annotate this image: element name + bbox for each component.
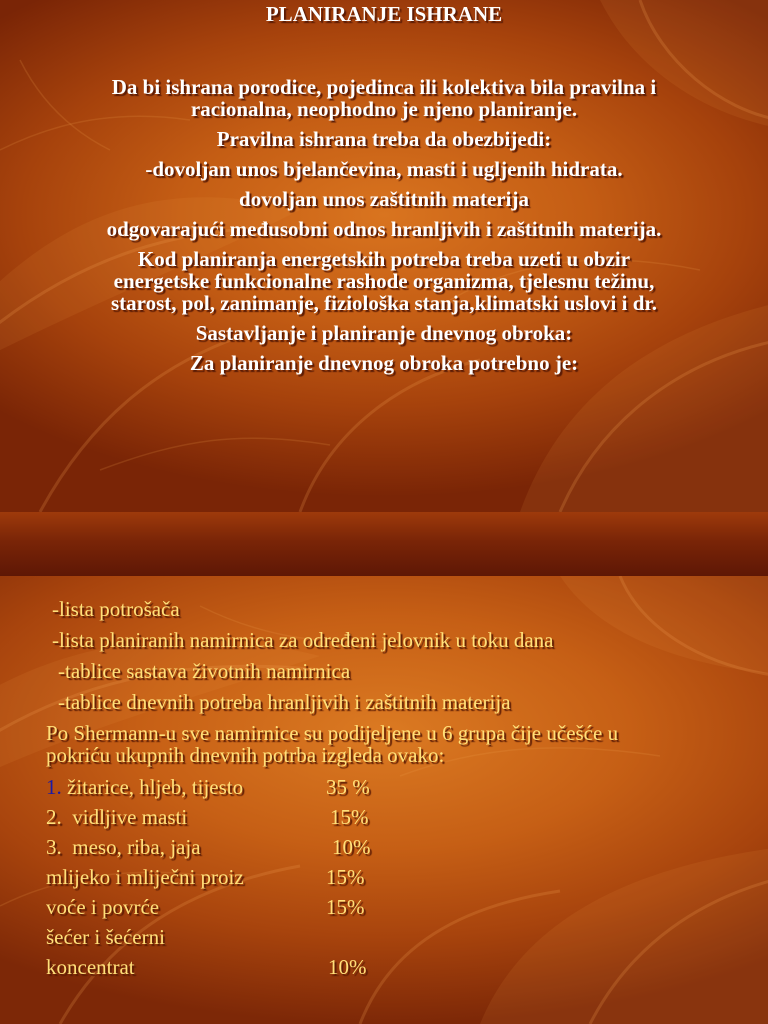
slide-1-text bbox=[90, 0, 678, 382]
group-name: žitarice, hljeb, tijesto bbox=[67, 775, 244, 799]
group-name: vidljive masti bbox=[72, 805, 188, 829]
group-number: 3. bbox=[46, 835, 62, 859]
group-number: 2. bbox=[46, 805, 62, 829]
food-group-row bbox=[46, 866, 726, 888]
slide-2-text bbox=[46, 598, 726, 986]
group-percent: 15% bbox=[326, 895, 365, 919]
group-name: meso, riba, jaja bbox=[72, 835, 201, 859]
list-item: -lista planiranih namirnica za određeni jelovnik u toku dana bbox=[52, 628, 554, 652]
food-group-row bbox=[46, 836, 726, 858]
group-name: mlijeko i mliječni proiz bbox=[46, 865, 244, 889]
slide-2 bbox=[0, 576, 768, 1024]
group-percent: 10% bbox=[328, 955, 367, 979]
food-group-row bbox=[46, 776, 726, 798]
food-group-row bbox=[46, 926, 726, 948]
slide-title: PLANIRANJE ISHRANE bbox=[265, 2, 503, 26]
paragraph: odgovarajući međusobni odnos hranljivih i zaštitnih materija. bbox=[106, 217, 662, 241]
list-item: -lista potrošača bbox=[52, 597, 180, 621]
paragraph: Pravilna ishrana treba da obezbijedi: bbox=[216, 127, 552, 151]
slide-separator bbox=[0, 512, 768, 576]
group-percent: 10% bbox=[332, 835, 371, 859]
food-group-row bbox=[46, 896, 726, 918]
paragraph: Da bi ishrana porodice, pojedinca ili kolektiva bila pravilna i racionalna, neophodno je njeno planiranje. bbox=[111, 75, 657, 121]
group-percent: 35 % bbox=[326, 775, 370, 799]
paragraph: Za planiranje dnevnog obroka potrebno je: bbox=[189, 351, 579, 375]
paragraph: -dovoljan unos bjelančevina, masti i ugljenih hidrata. bbox=[145, 157, 623, 181]
group-percent: 15% bbox=[330, 805, 369, 829]
paragraph: Kod planiranja energetskih potreba treba uzeti u obzir energetske funkcionalne rashode organizma, tjelesnu težinu, starost, pol, zanimanje, fiziološka stanja,klimatski uslovi i dr. bbox=[110, 247, 658, 315]
paragraph: dovoljan unos zaštitnih materija bbox=[239, 187, 529, 211]
paragraph: Sastavljanje i planiranje dnevnog obroka: bbox=[195, 321, 573, 345]
list-item: -tablice dnevnih potreba hranljivih i zaštitnih materija bbox=[58, 690, 511, 714]
group-percent: 15% bbox=[326, 865, 365, 889]
group-name: šećer i šećerni bbox=[46, 925, 165, 949]
food-group-row bbox=[46, 956, 726, 978]
group-number: 1. bbox=[46, 775, 62, 799]
list-item: -tablice sastava životnih namirnica bbox=[58, 659, 351, 683]
food-group-row bbox=[46, 806, 726, 828]
group-name: koncentrat bbox=[46, 955, 135, 979]
group-name: voće i povrće bbox=[46, 895, 160, 919]
intro-paragraph: Po Shermann-u sve namirnice su podijeljene u 6 grupa čije učešće u pokriću ukupnih dnevnih potrba izgleda ovako: bbox=[46, 721, 619, 767]
